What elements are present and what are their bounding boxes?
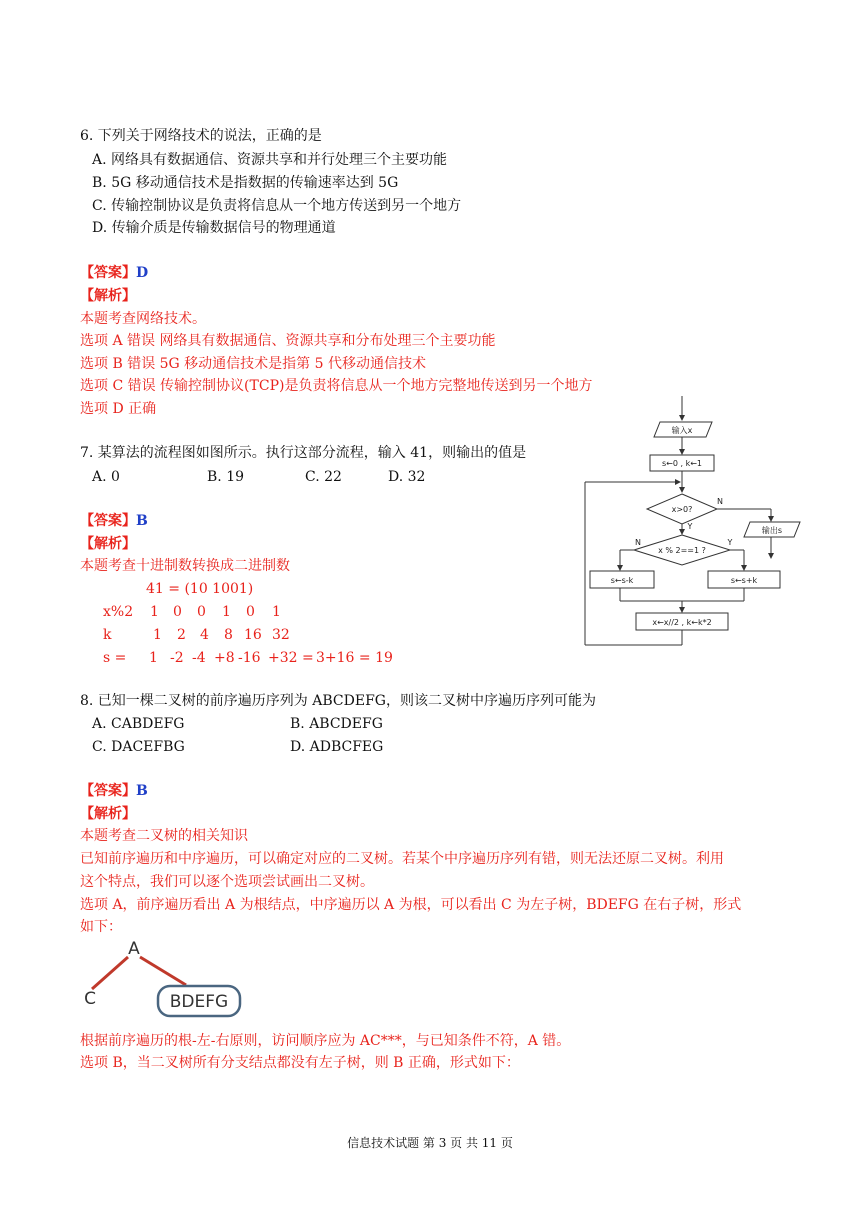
row-s-value: -4	[192, 650, 206, 666]
q6-analysis-label: 【解析】	[80, 288, 136, 304]
q8-analysis-line: 已知前序遍历和中序遍历，可以确定对应的二叉树。若某个中序遍历序列有错，则无法还原二叉树。利用	[80, 851, 724, 867]
flow-yes-label: Y	[687, 522, 693, 531]
q8-option-b: B. ABCDEFG	[290, 716, 383, 732]
q8-analysis-line: 选项 A，前序遍历看出 A 为根结点，中序遍历以 A 为根，可以看出 C 为左子树，BDEFG 在右子树，形式	[80, 897, 742, 913]
q8-analysis-line: 本题考查二叉树的相关知识	[80, 828, 248, 844]
tree-left-node: C	[84, 989, 96, 1009]
row-x-value: 0	[173, 604, 182, 620]
answer-label: 【答案】	[80, 265, 136, 281]
q6-analysis-line: 选项 A 错误 网络具有数据通信、资源共享和分布处理三个主要功能	[80, 333, 496, 349]
q8-option-d: D. ADBCFEG	[290, 739, 384, 755]
q7-stem: 7. 某算法的流程图如图所示。执行这部分流程，输入 41，则输出的值是	[80, 445, 527, 461]
q6-analysis-line: 选项 D 正确	[80, 401, 157, 417]
row-k-label: k	[103, 627, 112, 643]
q7-answer	[80, 511, 148, 531]
flow-no-label: N	[635, 538, 641, 547]
answer-value: B	[136, 513, 148, 529]
flowchart	[580, 392, 810, 652]
q6-option-b: B. 5G 移动通信技术是指数据的传输速率达到 5G	[92, 175, 399, 191]
row-s-value: +8	[214, 650, 235, 666]
conversion: 41 = (10 1001)	[146, 581, 254, 597]
row-s-value: +32 =	[268, 650, 314, 666]
q8-answer	[80, 781, 148, 801]
tree-right-node: BDEFG	[169, 992, 229, 1012]
row-x-value: 0	[197, 604, 206, 620]
q8-option-c: C. DACEFBG	[92, 739, 185, 755]
q8-after-tree-line: 根据前序遍历的根-左-右原则，访问顺序应为 AC***，与已知条件不符，A 错。	[80, 1033, 571, 1049]
row-x-label: x%2	[103, 604, 134, 620]
row-k-value: 1	[153, 627, 162, 643]
tree-root-node: A	[128, 939, 140, 959]
flow-cond2: x % 2==1 ?	[658, 546, 706, 555]
row-x-value: 1	[222, 604, 231, 620]
row-x-value: 1	[150, 604, 159, 620]
answer-value: B	[136, 783, 148, 799]
q6-analysis-line: 选项 B 错误 5G 移动通信技术是指第 5 代移动通信技术	[80, 356, 426, 372]
row-k-value: 2	[177, 627, 186, 643]
row-k-value: 16	[244, 627, 262, 643]
flow-init: s←0 , k←1	[661, 459, 703, 468]
q6-answer	[80, 263, 148, 283]
flow-no-label: N	[717, 497, 723, 506]
row-k-value: 32	[272, 627, 290, 643]
answer-label: 【答案】	[80, 513, 136, 529]
flow-right-box: s←s+k	[730, 576, 758, 585]
q7-analysis-intro: 本题考查十进制数转换成二进制数	[80, 558, 290, 574]
q6-option-a: A. 网络具有数据通信、资源共享和并行处理三个主要功能	[92, 152, 448, 168]
flow-update: x←x//2 , k←k*2	[652, 618, 712, 627]
q8-after-tree-line: 选项 B，当二叉树所有分支结点都没有左子树，则 B 正确，形式如下：	[80, 1055, 520, 1071]
flow-input: 输入x	[671, 426, 693, 435]
q8-analysis-line: 如下：	[80, 919, 122, 935]
flow-yes-label: Y	[727, 538, 733, 547]
q7-option-c: C. 22	[305, 469, 342, 485]
q6-analysis-line: 选项 C 错误 传输控制协议(TCP)是负责将信息从一个地方完整地传送到另一个地方	[80, 378, 593, 394]
row-k-value: 4	[200, 627, 209, 643]
page-footer: 信息技术试题 第 3 页 共 11 页	[347, 1136, 513, 1150]
q6-option-c: C. 传输控制协议是负责将信息从一个地方传送到另一个地方	[92, 198, 462, 214]
flow-left-box: s←s-k	[610, 576, 634, 585]
q7-option-d: D. 32	[388, 469, 426, 485]
flow-output: 输出s	[761, 526, 783, 535]
row-s-value: 1	[149, 650, 158, 666]
row-x-value: 1	[272, 604, 281, 620]
flow-cond1: x>0?	[671, 505, 693, 514]
q7-option-b: B. 19	[207, 469, 245, 485]
q7-analysis-label: 【解析】	[80, 536, 136, 552]
row-x-value: 0	[246, 604, 255, 620]
tree-diagram	[80, 937, 250, 1021]
q8-analysis-label: 【解析】	[80, 806, 136, 822]
q6-option-d: D. 传输介质是传输数据信号的物理通道	[92, 220, 336, 236]
row-s-label: s =	[103, 650, 127, 666]
q7-option-a: A. 0	[92, 469, 120, 485]
row-s-value: -16	[238, 650, 261, 666]
row-k-value: 8	[224, 627, 233, 643]
q8-analysis-line: 这个特点，我们可以逐个选项尝试画出二叉树。	[80, 874, 374, 890]
q8-option-a: A. CABDEFG	[92, 716, 185, 732]
q6-analysis-line: 本题考查网络技术。	[80, 311, 206, 327]
answer-value: D	[136, 265, 149, 281]
q6-stem: 6. 下列关于网络技术的说法，正确的是	[80, 128, 322, 144]
row-s-value: -2	[170, 650, 184, 666]
answer-label: 【答案】	[80, 783, 136, 799]
q8-stem: 8. 已知一棵二叉树的前序遍历序列为 ABCDEFG，则该二叉树中序遍历序列可能为	[80, 693, 596, 709]
row-s-value: 3+16 = 19	[316, 650, 393, 666]
